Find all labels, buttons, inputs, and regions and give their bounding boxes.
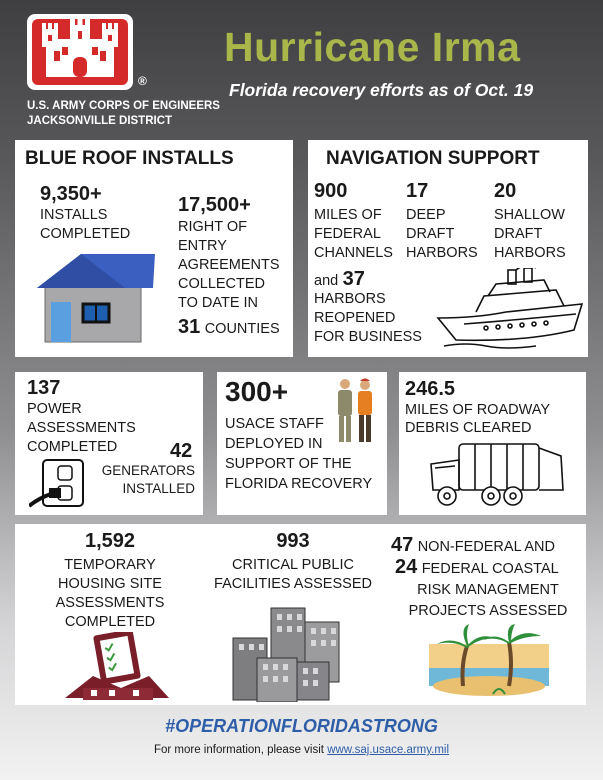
coastal-value-1: 47: [391, 534, 414, 556]
org-line-2: JACKSONVILLE DISTRICT: [27, 115, 173, 127]
coastal-value-2: 24: [395, 556, 418, 578]
housing-label-line: TEMPORARY: [64, 557, 156, 573]
power-label: [27, 400, 136, 457]
housing-label-line: COMPLETED: [64, 614, 156, 630]
coastal-line-2: [395, 556, 559, 579]
nav-stat: [406, 180, 478, 263]
facilities-block: [193, 530, 393, 594]
roadway-label-line: MILES OF ROADWAY: [405, 402, 551, 418]
facilities-value: 993: [276, 530, 310, 552]
staff-label-line: FLORIDA RECOVERY: [225, 476, 373, 492]
coastal-label-line: RISK MANAGEMENT: [417, 582, 559, 598]
reopened-label: [314, 290, 422, 347]
installs-value: 9,350+: [40, 183, 102, 205]
generators-label-line: INSTALLED: [122, 481, 195, 496]
nav-stat-line: DRAFT: [406, 226, 455, 242]
power-label-line: POWER: [27, 401, 82, 417]
coastal-text-2: FEDERAL COASTAL: [421, 561, 559, 577]
blue-roof-house-icon: [37, 252, 155, 344]
coastal-text-1: NON-FEDERAL AND: [417, 539, 555, 555]
staff-label-line: USACE STAFF: [225, 416, 324, 432]
registered-mark: ®: [138, 74, 147, 88]
nav-stat-line: HARBORS: [494, 245, 566, 261]
reopened-value: 37: [342, 268, 365, 290]
org-line-1: U.S. ARMY CORPS OF ENGINEERS: [27, 100, 220, 112]
reopened-label-line: FOR BUSINESS: [314, 329, 422, 345]
staff-label-line: SUPPORT OF THE: [225, 456, 352, 472]
nav-stat: [314, 180, 393, 263]
navigation-panel: [308, 140, 588, 357]
roe-line: TO DATE IN: [178, 295, 259, 311]
nav-stat-value: 17: [406, 180, 429, 202]
staff-value: 300+: [225, 376, 289, 407]
facilities-label-line: FACILITIES ASSESSED: [214, 576, 372, 592]
hashtag: #OPERATIONFLORIDASTRONG: [165, 716, 438, 736]
nav-stat-line: DRAFT: [494, 226, 543, 242]
power-value: 137: [27, 377, 61, 399]
roadway-panel: [399, 372, 586, 515]
navigation-heading: NAVIGATION SUPPORT: [326, 148, 540, 169]
roe-line: COLLECTED: [178, 276, 266, 292]
installs-label-line: INSTALLS: [40, 207, 108, 223]
reopened-prefix: and: [314, 273, 339, 289]
blue-roof-heading: BLUE ROOF INSTALLS: [25, 148, 234, 169]
housing-checklist-icon: [63, 632, 171, 702]
housing-label-line: HOUSING SITE: [58, 576, 162, 592]
power-label-line: ASSESSMENTS: [27, 420, 136, 436]
city-buildings-icon: [227, 604, 347, 702]
power-panel: [15, 372, 203, 515]
staff-panel: [217, 372, 387, 515]
roe-line: RIGHT OF: [178, 219, 248, 235]
nav-stat-value: 900: [314, 180, 348, 202]
housing-label-line: ASSESSMENTS: [55, 595, 165, 611]
nav-stat-line: HARBORS: [406, 245, 478, 261]
counties-label: COUNTIES: [204, 321, 280, 337]
reopened-label-line: HARBORS: [314, 291, 386, 307]
generators-label-line: GENERATORS: [101, 463, 195, 478]
nav-stat-line: MILES OF: [314, 207, 382, 223]
assessments-panel: [15, 524, 586, 705]
blue-roof-panel: [15, 140, 293, 357]
installs-label: [40, 206, 130, 244]
housing-value: 1,592: [84, 530, 136, 552]
staff-people-icon: [333, 376, 379, 446]
facilities-label-line: CRITICAL PUBLIC: [232, 557, 354, 573]
cruise-ship-icon: [436, 268, 584, 350]
roe-line: AGREEMENTS: [178, 257, 280, 273]
more-info: [0, 744, 603, 756]
nav-stat: [494, 180, 566, 263]
page-subtitle: Florida recovery efforts as of Oct. 19: [229, 80, 534, 100]
counties-line: [178, 316, 280, 339]
nav-stat-line: DEEP: [406, 207, 446, 223]
reopened-line: [314, 268, 365, 291]
garbage-truck-icon: [429, 438, 569, 510]
coastal-label-line: PROJECTS ASSESSED: [408, 603, 568, 619]
generators-value: 42: [170, 440, 193, 462]
generators-label: [102, 462, 195, 498]
roe-line: ENTRY: [178, 238, 227, 254]
website-link[interactable]: www.saj.usace.army.mil: [327, 744, 450, 756]
power-label-line: COMPLETED: [27, 439, 118, 455]
more-info-text: For more information, please visit: [153, 744, 324, 756]
counties-value: 31: [178, 316, 201, 338]
nav-stat-line: FEDERAL: [314, 226, 381, 242]
usace-castle-logo: [27, 14, 133, 90]
palm-trees-beach-icon: [429, 624, 549, 702]
coastal-label: [395, 580, 581, 622]
housing-block: [25, 530, 195, 632]
roadway-value: 246.5: [405, 378, 456, 400]
reopened-label-line: REOPENED: [314, 310, 396, 326]
staff-label-line: DEPLOYED IN: [225, 436, 323, 452]
roadway-label-line: DEBRIS CLEARED: [405, 420, 532, 436]
installs-label-line: COMPLETED: [40, 226, 131, 242]
castle-icon: [32, 19, 128, 85]
page-title: Hurricane Irma: [224, 24, 521, 70]
nav-stat-line: SHALLOW: [494, 207, 565, 223]
nav-stat-line: CHANNELS: [314, 245, 393, 261]
nav-stat-value: 20: [494, 180, 517, 202]
coastal-line-1: [391, 534, 555, 557]
power-outlet-icon: [29, 458, 87, 510]
organization-name: [27, 99, 220, 129]
roe-value: 17,500+: [178, 194, 251, 216]
roe-label: [178, 218, 280, 313]
roadway-label: [405, 401, 550, 437]
